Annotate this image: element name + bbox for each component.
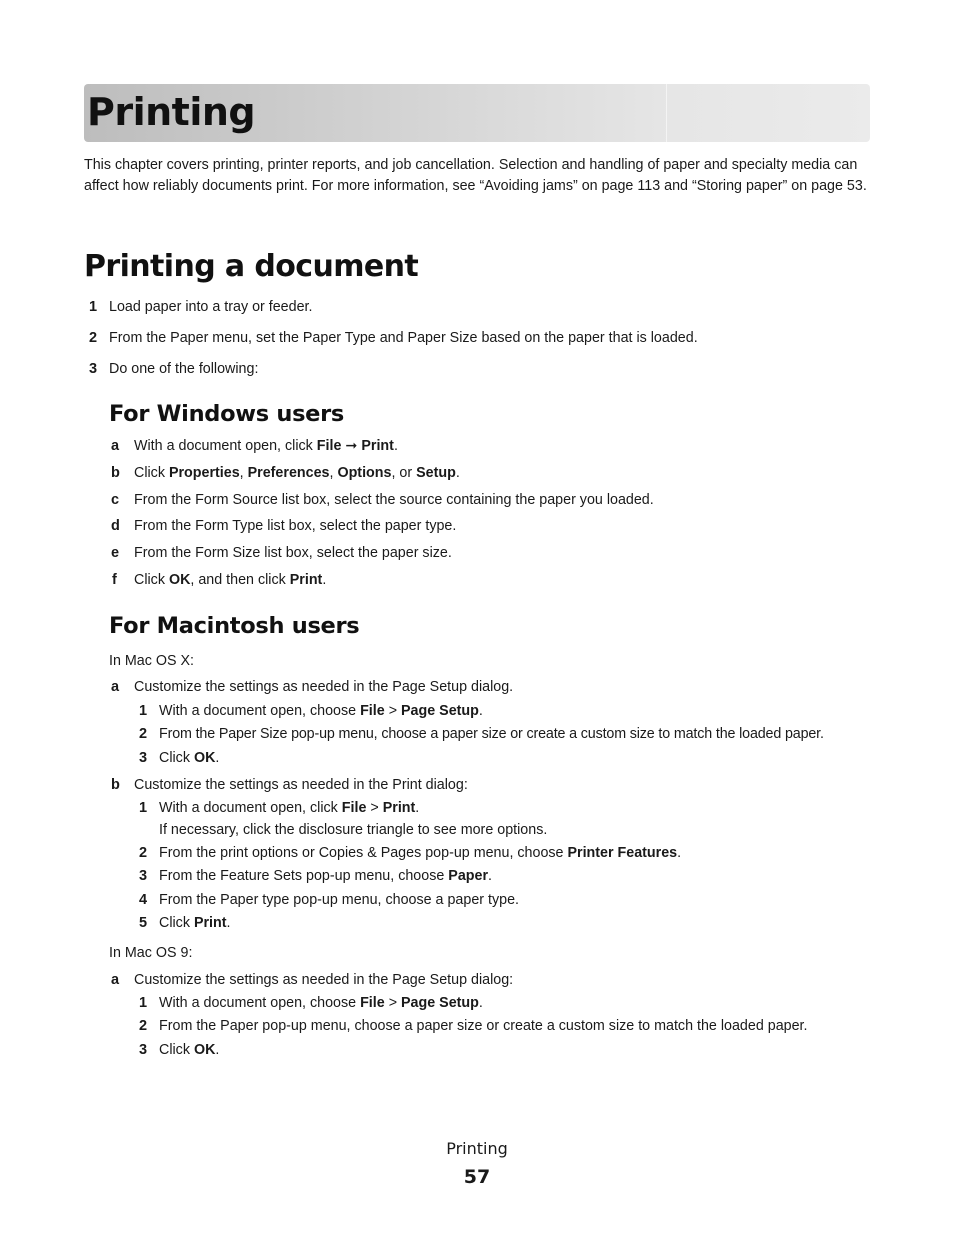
substep-number: 4 xyxy=(139,892,148,908)
substep-number: 2 xyxy=(139,845,148,861)
windows-step-d: From the Form Type list box, select the paper type. xyxy=(134,518,457,534)
substep-number: 1 xyxy=(139,703,148,719)
osx-step-a: Customize the settings as needed in the Page Setup dialog. xyxy=(134,679,514,695)
step-number: 3 xyxy=(89,361,98,377)
substep-letter: a xyxy=(111,438,120,454)
windows-step-e: From the Form Size list box, select the paper size. xyxy=(134,545,452,561)
windows-step-a: With a document open, click File ➞ Print. xyxy=(134,438,398,454)
step-number: 1 xyxy=(89,299,98,315)
osx-a-step-3: Click OK. xyxy=(159,750,220,766)
substep-number: 5 xyxy=(139,915,148,931)
osx-b-step-2: From the print options or Copies & Pages pop-up menu, choose Printer Features. xyxy=(159,845,682,861)
substep-letter: d xyxy=(111,518,120,534)
section-title: Printing a document xyxy=(84,249,419,284)
substep-letter: e xyxy=(111,545,120,561)
substep-letter: a xyxy=(111,972,120,988)
chapter-title: Printing xyxy=(87,90,256,134)
substep-letter: b xyxy=(111,465,120,481)
osx-a-step-1: With a document open, choose File > Page Setup. xyxy=(159,703,483,719)
os9-a-step-3: Click OK. xyxy=(159,1042,220,1058)
step-text: Load paper into a tray or feeder. xyxy=(109,299,313,315)
osx-b-step-1: With a document open, click File > Print. xyxy=(159,800,420,816)
step-text: Do one of the following: xyxy=(109,361,259,377)
windows-step-b: Click Properties, Preferences, Options, or Setup. xyxy=(134,465,460,481)
osx-b-step-1-note: If necessary, click the disclosure triangle to see more options. xyxy=(159,822,548,838)
substep-letter: c xyxy=(111,492,120,508)
substep-number: 2 xyxy=(139,1018,148,1034)
substep-letter: a xyxy=(111,679,120,695)
windows-step-c: From the Form Source list box, select the source containing the paper you loaded. xyxy=(134,492,654,508)
substep-number: 3 xyxy=(139,750,148,766)
substep-number: 2 xyxy=(139,726,148,742)
osx-b-step-5: Click Print. xyxy=(159,915,231,931)
substep-number: 1 xyxy=(139,995,148,1011)
page-number: 57 xyxy=(463,1166,491,1188)
chapter-intro: This chapter covers printing, printer reports, and job cancellation. Selection and handling of paper and specialty media can affect how reliably documents print. For more information, see “Avoiding jams” on page 113 and “Storing paper” on page 53. xyxy=(84,157,867,194)
os9-label: In Mac OS 9: xyxy=(109,945,193,961)
windows-step-f: Click OK, and then click Print. xyxy=(134,572,327,588)
substep-number: 3 xyxy=(139,868,148,884)
step-number: 2 xyxy=(89,330,98,346)
substep-number: 3 xyxy=(139,1042,148,1058)
osx-b-step-4: From the Paper type pop-up menu, choose a paper type. xyxy=(159,892,520,908)
osx-b-step-3: From the Feature Sets pop-up menu, choose Paper. xyxy=(159,868,493,884)
os9-step-a: Customize the settings as needed in the Page Setup dialog: xyxy=(134,972,514,988)
os9-a-step-1: With a document open, choose File > Page Setup. xyxy=(159,995,483,1011)
windows-heading: For Windows users xyxy=(109,401,345,427)
os9-a-step-2: From the Paper pop-up menu, choose a paper size or create a custom size to match the loaded paper. xyxy=(159,1018,808,1034)
footer-chapter-label: Printing xyxy=(446,1139,508,1158)
substep-number: 1 xyxy=(139,800,148,816)
banner-divider xyxy=(666,84,667,142)
osx-a-step-2: From the Paper Size pop-up menu, choose a paper size or create a custom size to match the loaded paper. xyxy=(159,726,824,742)
osx-label: In Mac OS X: xyxy=(109,653,195,669)
substep-letter: b xyxy=(111,777,120,793)
substep-letter: f xyxy=(112,572,117,588)
osx-step-b: Customize the settings as needed in the Print dialog: xyxy=(134,777,468,793)
mac-heading: For Macintosh users xyxy=(109,613,360,639)
step-text: From the Paper menu, set the Paper Type and Paper Size based on the paper that is loaded. xyxy=(109,330,698,346)
